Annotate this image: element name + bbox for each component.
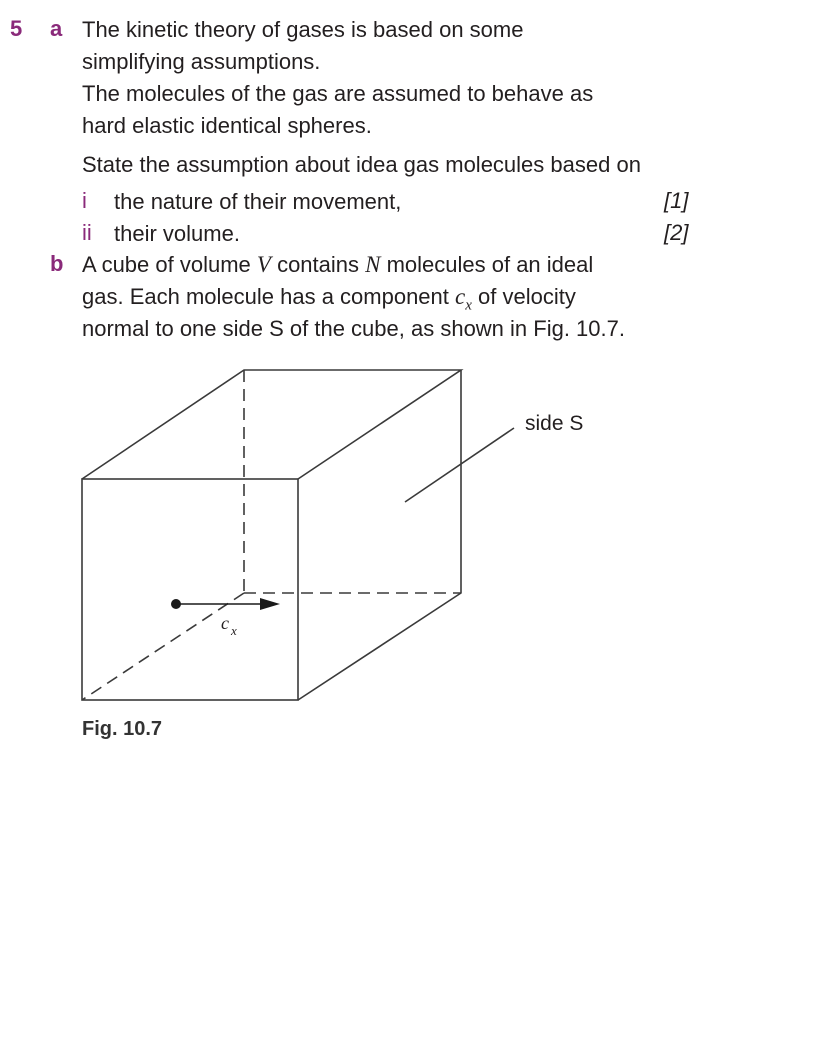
cube-diagram <box>0 355 816 775</box>
part-a-line-3: The molecules of the gas are assumed to behave as <box>82 81 594 106</box>
cube-hidden-diagonal <box>82 593 244 700</box>
item-i-text: the nature of their movement, <box>114 189 402 214</box>
part-a-line-2: simplifying assumptions. <box>82 49 321 74</box>
cube-front-face <box>82 479 298 700</box>
part-b-line-2: gas. Each molecule has a component $c_x$ of velocity <box>82 284 576 314</box>
part-a-line-4: hard elastic identical spheres. <box>82 113 372 138</box>
velocity-label-sub: x <box>231 623 237 638</box>
item-ii-mark: [2] <box>664 220 689 245</box>
figure-caption: Fig. 10.7 <box>82 718 163 740</box>
var-c-sub: x <box>465 297 472 314</box>
item-i-mark: [1] <box>664 188 689 213</box>
cube-right-edges <box>298 370 461 700</box>
part-b-line-3: normal to one side S of the cube, as shown in Fig. 10.7. <box>82 316 625 341</box>
velocity-label: c <box>221 613 229 633</box>
side-s-label: side S <box>525 412 584 435</box>
item-i-label: i <box>82 188 87 213</box>
part-b-label: b <box>50 251 64 276</box>
velocity-arrowhead <box>260 598 280 610</box>
cube-top-edges <box>82 370 461 479</box>
part-a-line-1: The kinetic theory of gases is based on some <box>82 17 524 42</box>
item-ii-text: their volume. <box>114 221 240 246</box>
var-V: V <box>256 252 271 277</box>
part-a-label: a <box>50 16 63 41</box>
item-ii-label: ii <box>82 220 92 245</box>
part-a-instruction: State the assumption about idea gas molecules based on <box>82 152 641 177</box>
side-s-leader <box>405 428 514 502</box>
var-c: c <box>455 284 466 309</box>
var-N: N <box>365 252 381 277</box>
question-number: 5 <box>10 16 23 41</box>
part-b-line-1: A cube of volume V contains N molecules of an ideal <box>82 252 594 277</box>
